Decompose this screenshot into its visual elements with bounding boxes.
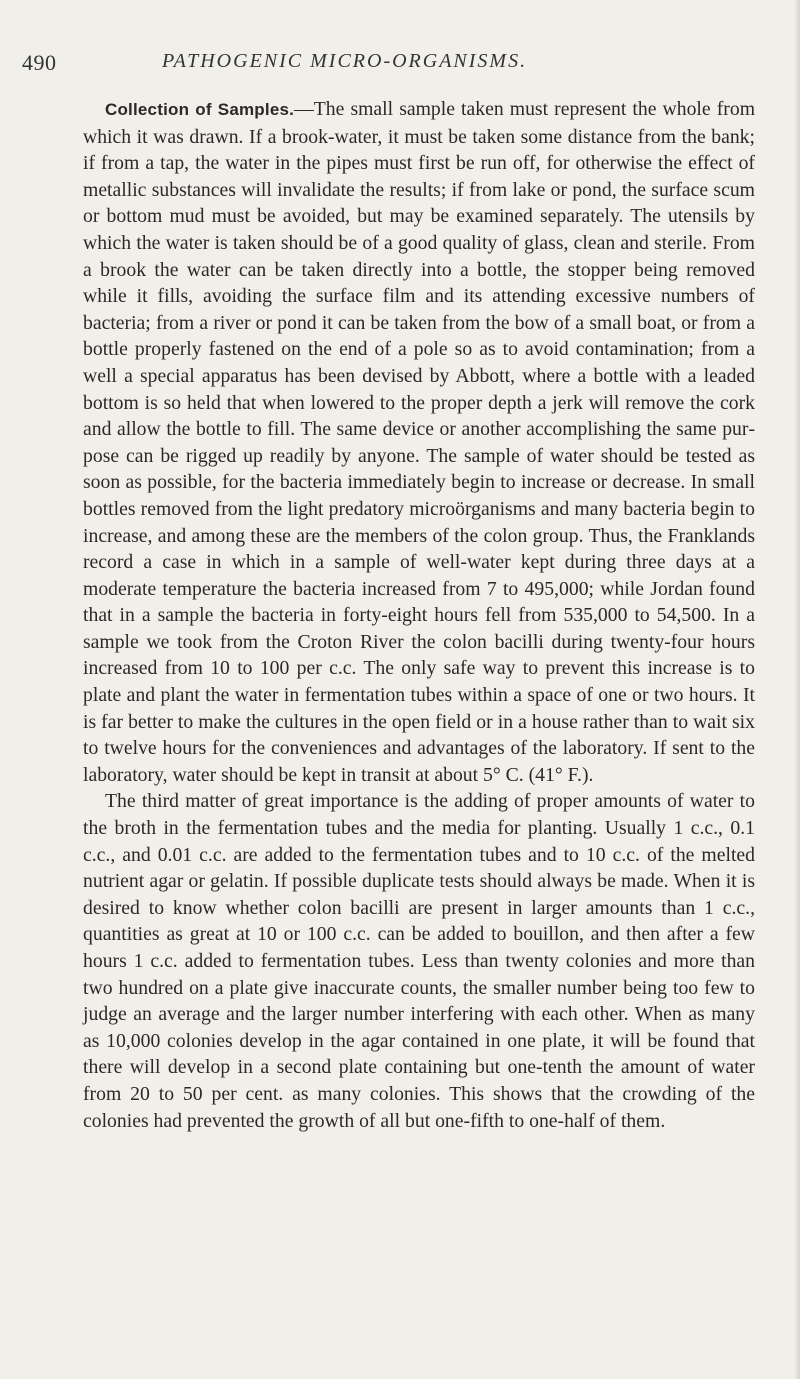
page-edge-shadow bbox=[794, 0, 800, 1379]
paragraph-collection-of-samples bbox=[83, 96, 755, 788]
paragraph-1-text: —The small sample taken must represent the whole from which it was drawn. If a brook-water, it must be taken some distance from the bank; if from a tap, the water in the pipes must first be run off, for otherwise the effect of metallic substances will invalidate the results; if from lake or pond, the surface scum or bottom mud must be avoided, but may be examined separately. The utensils by which the water is taken should be of a good quality of glass, clean and sterile. From a brook the water can be taken directly into a bottle, the stopper being removed while it fills, avoiding the surface film and its attending excessive numbers of bacteria; from a river or pond it can be taken from the bow of a small boat, or from a bottle properly fastened on the end of a pole so as to avoid contamination; from a well a special apparatus has been devised by Abbott, where a bottle with a leaded bottom is so held that when lowered to the proper depth a jerk will remove the cork and allow the bottle to fill. The same device or another accomplishing the same purpose can be rigged up readily by anyone. The sample of water should be tested as soon as possible, for the bacteria immediately begin to increase or decrease. In small bottles removed from the light predatory microörganisms and many bacteria begin to increase, and among these are the members of the colon group. Thus, the Franklands record a case in which in a sample of well-water kept during three days at a moderate temperature the bacteria increased from 7 to 495,000; while Jordan found that in a sample the bacteria in forty-eight hours fell from 535,000 to 54,500. In a sample we took from the Croton River the colon bacilli during twenty-four hours increased from 10 to 100 per c.c. The only safe way to prevent this increase is to plate and plant the water in fermentation tubes within a space of one or two hours. It is far better to make the cultures in the open field or in a house rather than to wait six to twelve hours for the conveniences and advantages of the laboratory. If sent to the laboratory, water should be kept in transit at about 5° C. (41° F.). bbox=[83, 98, 756, 786]
running-head: PATHOGENIC MICRO-ORGANISMS. bbox=[162, 50, 528, 72]
paragraph-2-text: The third matter of great importance is the adding of proper amounts of water to the broth in the fermentation tubes and the media for planting. Usually 1 c.c., 0.1 c.c., and 0.01 c.c. are added to the fermentation tubes and to 10 c.c. of the melted nutrient agar or gelatin. If possible duplicate tests should always be made. When it is desired to know whether colon bacilli are present in larger amounts than 1 c.c., quantities as great at 10 or 100 c.c. can be added to bouillon, and then after a few hours 1 c.c. added to fermentation tubes. Less than twenty colonies and more than two hundred on a plate give inaccurate counts, the smaller number being too few to judge an average and the larger number interfering with each other. When as many as 10,000 colonies develop in the agar contained in one plate, it will be found that there will develop in a second plate containing but one-tenth the amount of water from 20 to 50 per cent. as many colonies. This shows that the crowding of the colonies had prevented the growth of all but one-fifth to one-half of them. bbox=[83, 790, 755, 1132]
page-header bbox=[22, 50, 722, 80]
body-text bbox=[83, 96, 755, 1134]
section-heading: Collection of Samples. bbox=[105, 100, 295, 119]
paragraph-water-amounts bbox=[83, 788, 755, 1134]
page-number: 490 bbox=[22, 50, 57, 75]
